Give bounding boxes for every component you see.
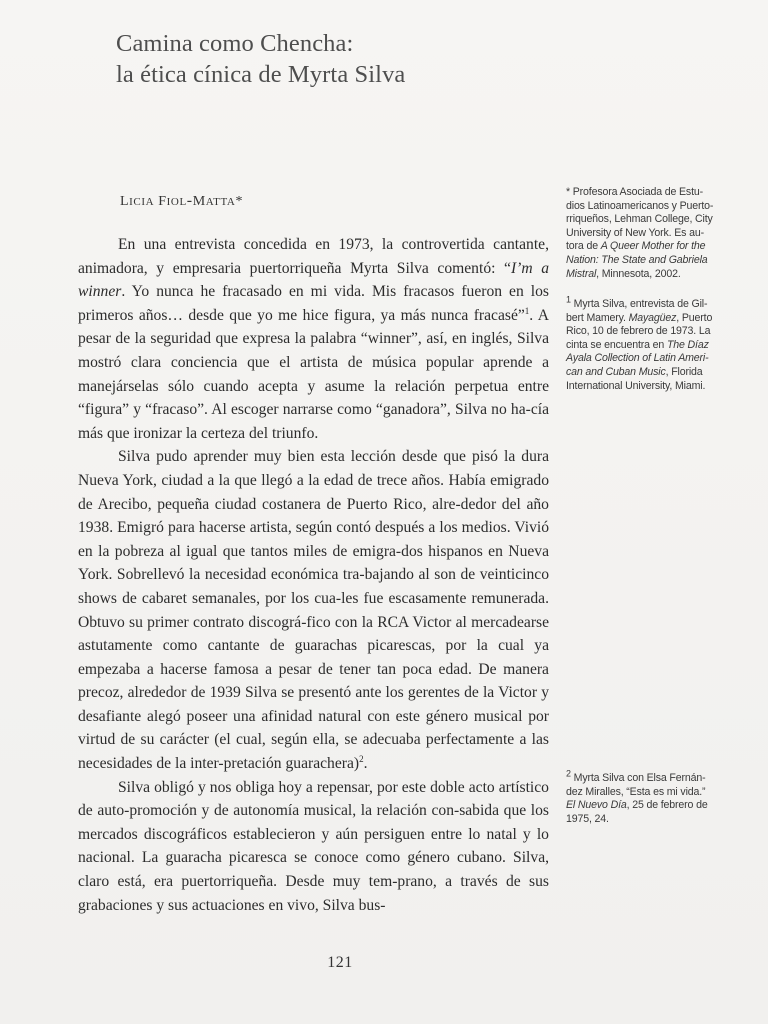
note-italic: A Queer Mother for the (600, 240, 706, 253)
text-line: pretación guarachera) (223, 755, 360, 773)
note-line (566, 240, 726, 254)
text-line: En una entrevista concedida en 1973, la controvertida cantante, (118, 236, 549, 253)
text-line: dedor del año 1938. Emigró para hacerse artista, según contó después (78, 495, 549, 537)
text-line: emigrado de Arecibo, pequeña ciudad costanera de Puerto Rico, alre- (78, 471, 549, 513)
note-line (566, 799, 726, 813)
note-text: , Minnesota, 2002. (596, 267, 681, 280)
text-line: Silva mostró clara conciencia que el artista de música popular aprende (78, 330, 550, 371)
note-line: dios Latinoamericanos y Puerto- (566, 199, 714, 212)
text-line: A pesar de la seguridad que expresa la palabra “winner”, así, en inglés, (78, 306, 549, 348)
text-line: Silva obligó y nos obliga hoy a repensar, por este doble acto (118, 778, 495, 796)
note-line: dez Miralles, “Esta es mi vida.” (566, 785, 706, 798)
text-line: Silva pudo aprender muy bien esta lección desde que pisó la (118, 448, 516, 466)
text-line: les fue escasamente remunerada. Obtuvo su primer contrato discográ- (78, 589, 550, 631)
note-line: Ayala Collection of Latin Ameri- (566, 352, 709, 365)
note-italic: Mayagüez (628, 311, 677, 324)
footnote-ref: 2 (359, 753, 364, 764)
footnote-ref: 1 (524, 305, 530, 316)
author-smallcaps: iol- (166, 192, 193, 209)
note-line: International University, Miami. (566, 379, 706, 392)
note-line (566, 312, 726, 326)
text-line: dos hispanos en Nueva York. Sobrellevó la necesidad económica tra- (78, 542, 550, 584)
text-line: género cubano. Silva, claro está, era puertorriqueña. Desde muy tem- (78, 849, 550, 891)
text-line: bajando al son de veinticinco shows de cabaret semanales, por los cua- (78, 566, 549, 607)
note-line (566, 339, 726, 353)
text-line: guarachas picarescas, por la cual ya empezaba a hacerse famosa a pesar (78, 637, 549, 678)
title-line-1: Camina como Chencha: (116, 30, 354, 57)
note-line: * Profesora Asociada de Estu- (566, 186, 703, 198)
author-initial: M (192, 194, 206, 209)
note-line: rriqueños, Lehman College, City (566, 213, 713, 226)
text-line: . Yo nunca he fracasado en mi vida. Mis fracasos fueron en los (121, 283, 549, 301)
author-smallcaps: atta (205, 192, 236, 209)
note-text: , Florida (665, 365, 703, 378)
note-line (566, 294, 726, 312)
text-italic: I’m a (510, 259, 550, 277)
text-italic: winner (78, 283, 122, 301)
note-line: Nation: The State and Gabriela (566, 253, 708, 266)
text-line: primeros años… desde que yo me hice figura, ya más nunca fracasé” (78, 306, 525, 324)
margin-note-1 (566, 294, 726, 393)
page-number: 121 (327, 954, 353, 971)
note-line (566, 366, 726, 380)
article-title (116, 28, 536, 90)
text-line: sabida que los mercados discográficos establecieron y aún persiguen (78, 802, 549, 843)
note-text: bert Mamery. (566, 311, 629, 324)
note-italic: El Nuevo Día (566, 799, 627, 812)
author-initial: L (120, 194, 130, 209)
note-line (566, 768, 726, 786)
text-line: “figura” y “fracaso”. Al escoger narrarse como “ganadora”, Silva no ha- (78, 401, 531, 419)
text-line: . (529, 306, 534, 324)
text-line: prano, a través de sus grabaciones y sus actuaciones en vivo, Silva bus- (78, 873, 549, 914)
paragraph-1 (78, 233, 549, 445)
text-line: a manejárselas sólo cuando acepta y asume la relación perpetua entre (78, 353, 549, 395)
margin-note-author (566, 186, 726, 281)
author-name (120, 192, 243, 210)
margin-note-2 (566, 768, 726, 826)
note-line: 1975, 24. (566, 812, 609, 825)
note-text: , 25 de febrero de (626, 799, 708, 812)
note-line: University of New York. Es au- (566, 226, 704, 239)
author-footnote-marker: * (235, 194, 244, 209)
text-line: entre lo natal y lo nacional. La guaracha picaresca se conoce como (78, 825, 549, 867)
note-line: Rico, 10 de febrero de 1973. La (566, 325, 711, 338)
note-text: , Puerto (676, 311, 713, 324)
paragraph-2 (78, 445, 549, 775)
note-italic: The Díaz (666, 338, 709, 351)
paragraph-3 (78, 776, 549, 918)
text-line: . (363, 755, 368, 773)
title-line-2: la ética cínica de Myrta Silva (116, 61, 406, 88)
note-text: cinta se encuentra en (566, 338, 667, 351)
note-text: tora de (566, 240, 601, 253)
article-body (78, 233, 549, 917)
text-line: dura Nueva York, ciudad a la que llegó a la edad de trece años. Había (78, 448, 550, 489)
note-text: Myrta Silva con Elsa Fernán- (570, 772, 706, 784)
text-line: animadora, y empresaria puertorriqueña Myrta Silva comentó: “ (78, 259, 511, 277)
text-line: cual, según ella, se adecuaba perfectamente a las necesidades de la inter- (78, 731, 549, 773)
note-line (566, 268, 726, 282)
note-italic: can and Cuban Music (566, 365, 666, 378)
text-line: a los medios. Vivió en la pobreza al igual que tantos miles de emigra- (78, 519, 550, 560)
text-line: artístico de auto-promoción y de autonomía musical, la relación con- (78, 778, 549, 820)
text-line: cía más que ironizar la certeza del triunfo. (78, 401, 549, 442)
text-line: afinidad natural con este género musical por virtud de su carácter (el (78, 707, 549, 749)
text-line: presentó ante los gerentes de la Victor y desafiante alegó poseer una (78, 684, 550, 725)
note-italic: Mistral (566, 267, 597, 280)
text-line: fico con la RCA Victor al mercadearse astutamente como cantante de (78, 613, 550, 655)
note-number: 2 (566, 768, 571, 779)
note-number: 1 (566, 294, 571, 305)
author-initial: F (158, 194, 167, 209)
author-smallcaps: icia (129, 192, 155, 209)
text-line: de tener tan poca edad. De manera precoz, alrededor de 1939 Silva se (78, 660, 549, 702)
note-text: Myrta Silva, entrevista de Gil- (570, 298, 708, 310)
